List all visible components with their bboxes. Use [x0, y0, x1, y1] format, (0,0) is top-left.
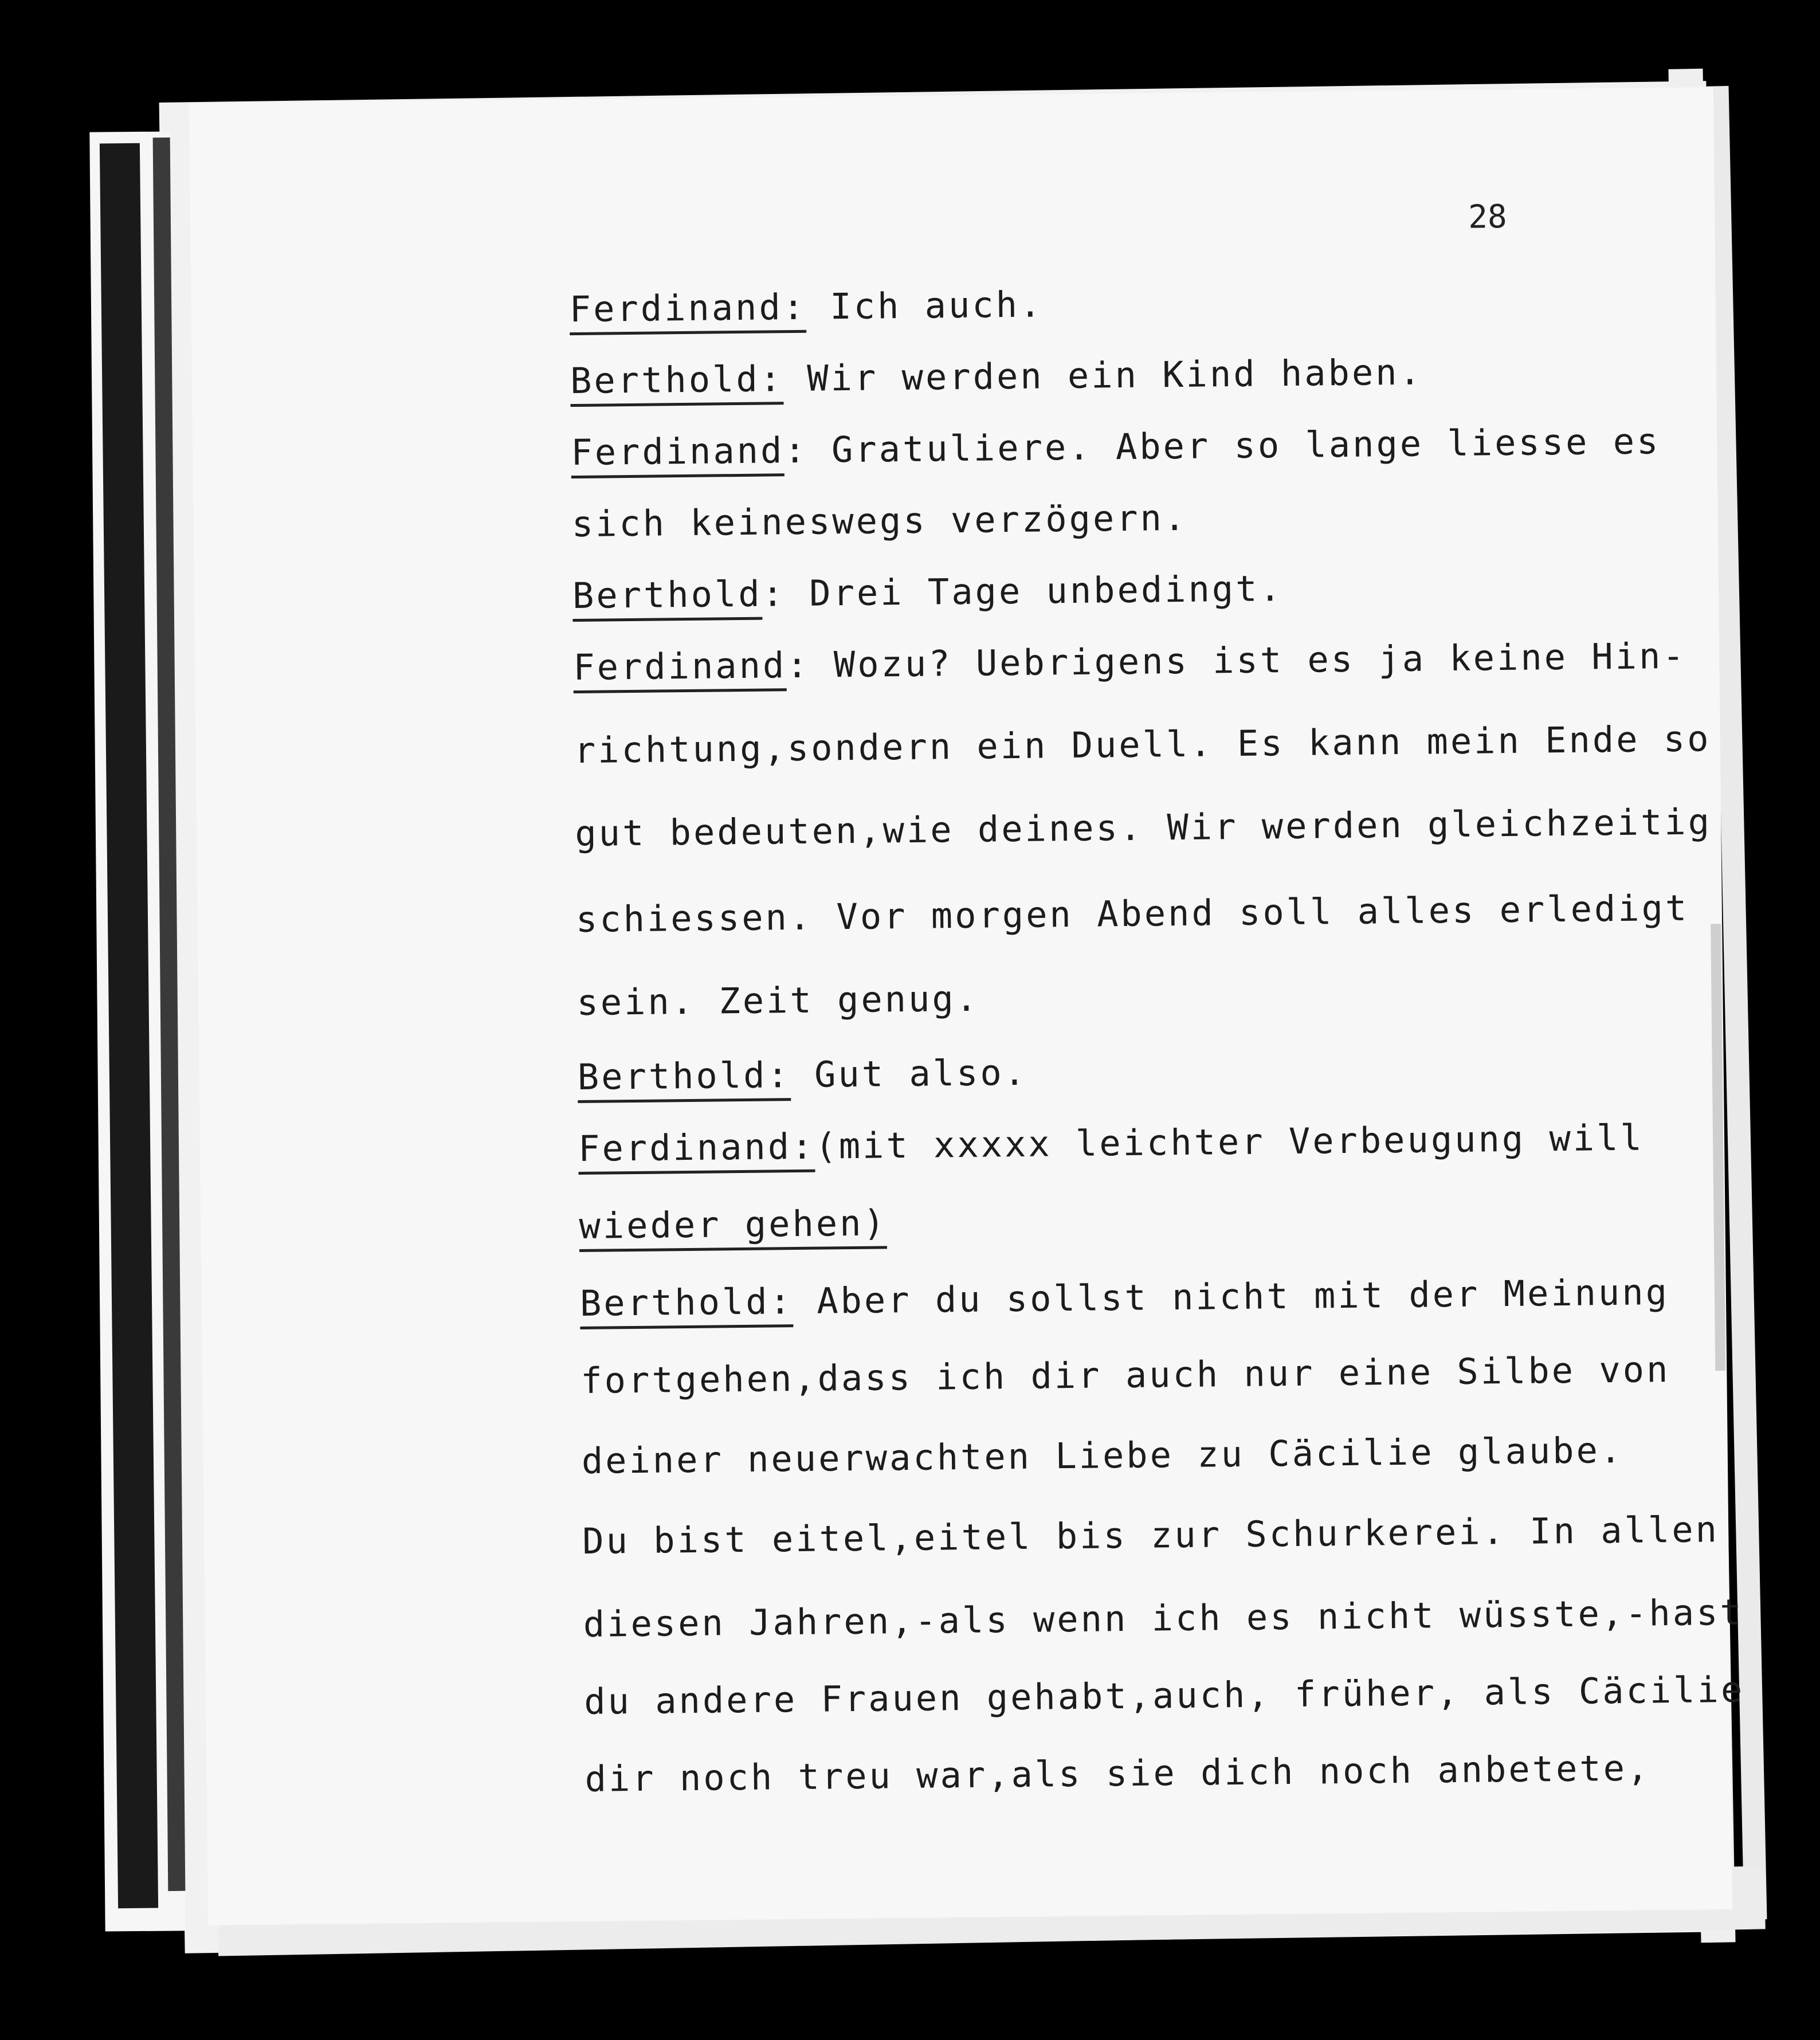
- speaker-name: Berthold: [572, 573, 762, 622]
- script-line: [577, 1052, 1027, 1098]
- script-line: [582, 1508, 1719, 1562]
- page-number: 28: [1468, 198, 1507, 236]
- line-text: : Wozu? Uebrigens ist es ja keine Hin-: [786, 634, 1687, 686]
- speaker-name: Berthold:: [570, 358, 784, 407]
- line-text: wieder gehen): [579, 1202, 887, 1252]
- script-line: [583, 1591, 1744, 1645]
- line-text: Gut also.: [790, 1051, 1028, 1096]
- line-text: fortgehen,dass ich dir auch nur eine Silbe von: [580, 1348, 1670, 1402]
- line-text: gut bedeuten,wie deines. Wir werden gleichzeitig: [575, 801, 1712, 855]
- script-line: [571, 497, 1187, 545]
- speaker-name: Berthold:: [577, 1054, 791, 1103]
- script-line: [578, 1117, 1644, 1170]
- line-text: Du bist eitel,eitel bis zur Schurkerei. In allen: [582, 1508, 1720, 1562]
- script-line: [574, 717, 1711, 771]
- speaker-name: Ferdinand: [571, 429, 785, 478]
- line-text: (mit xxxxx leichter Verbeugung will: [815, 1116, 1645, 1167]
- script-line: [580, 1348, 1670, 1402]
- line-text: Wir werden ein Kind haben.: [783, 351, 1423, 400]
- script-line: [581, 1429, 1623, 1482]
- speaker-name: Berthold:: [580, 1280, 794, 1329]
- script-line: [585, 1747, 1650, 1799]
- script-line: [575, 801, 1712, 854]
- script-line: [570, 351, 1423, 402]
- line-text: richtung,sondern ein Duell. Es kann mein Ende so: [574, 717, 1711, 772]
- line-text: sich keineswegs verzögern.: [571, 496, 1188, 546]
- speaker-name: Ferdinand:: [569, 286, 806, 335]
- page-fold: [1711, 924, 1725, 1371]
- script-line: [571, 420, 1661, 473]
- line-text: : Drei Tage unbedingt.: [762, 567, 1284, 615]
- line-text: sein. Zeit genug.: [576, 977, 980, 1024]
- script-line: [580, 1271, 1670, 1324]
- speaker-name: Ferdinand: [573, 644, 787, 693]
- line-text: : Gratuliere. Aber so lange liesse es: [783, 420, 1661, 472]
- speaker-name: Ferdinand:: [578, 1125, 815, 1175]
- line-text: diesen Jahren,-als wenn ich es nicht wüsste,-hast: [583, 1591, 1744, 1645]
- line-text: Aber du sollst nicht mit der Meinung: [793, 1271, 1670, 1323]
- script-line: [573, 635, 1686, 688]
- script-text: [569, 276, 1745, 1800]
- line-text: dir noch treu war,als sie dich noch anbetete,: [585, 1747, 1651, 1800]
- script-line: [576, 887, 1689, 940]
- script-line: [579, 1202, 887, 1247]
- line-text: schiessen. Vor morgen Abend soll alles erledigt: [575, 886, 1689, 941]
- script-line: [584, 1669, 1745, 1723]
- line-text: deiner neuerwachten Liebe zu Cäcilie glaube.: [581, 1429, 1624, 1482]
- script-line: [569, 283, 1043, 330]
- script-line: [572, 567, 1284, 617]
- script-line: [576, 978, 979, 1023]
- typescript-page: [189, 87, 1745, 1925]
- line-text: Ich auch.: [806, 283, 1044, 328]
- line-text: du andere Frauen gehabt,auch, früher, als Cäcilie: [583, 1668, 1745, 1723]
